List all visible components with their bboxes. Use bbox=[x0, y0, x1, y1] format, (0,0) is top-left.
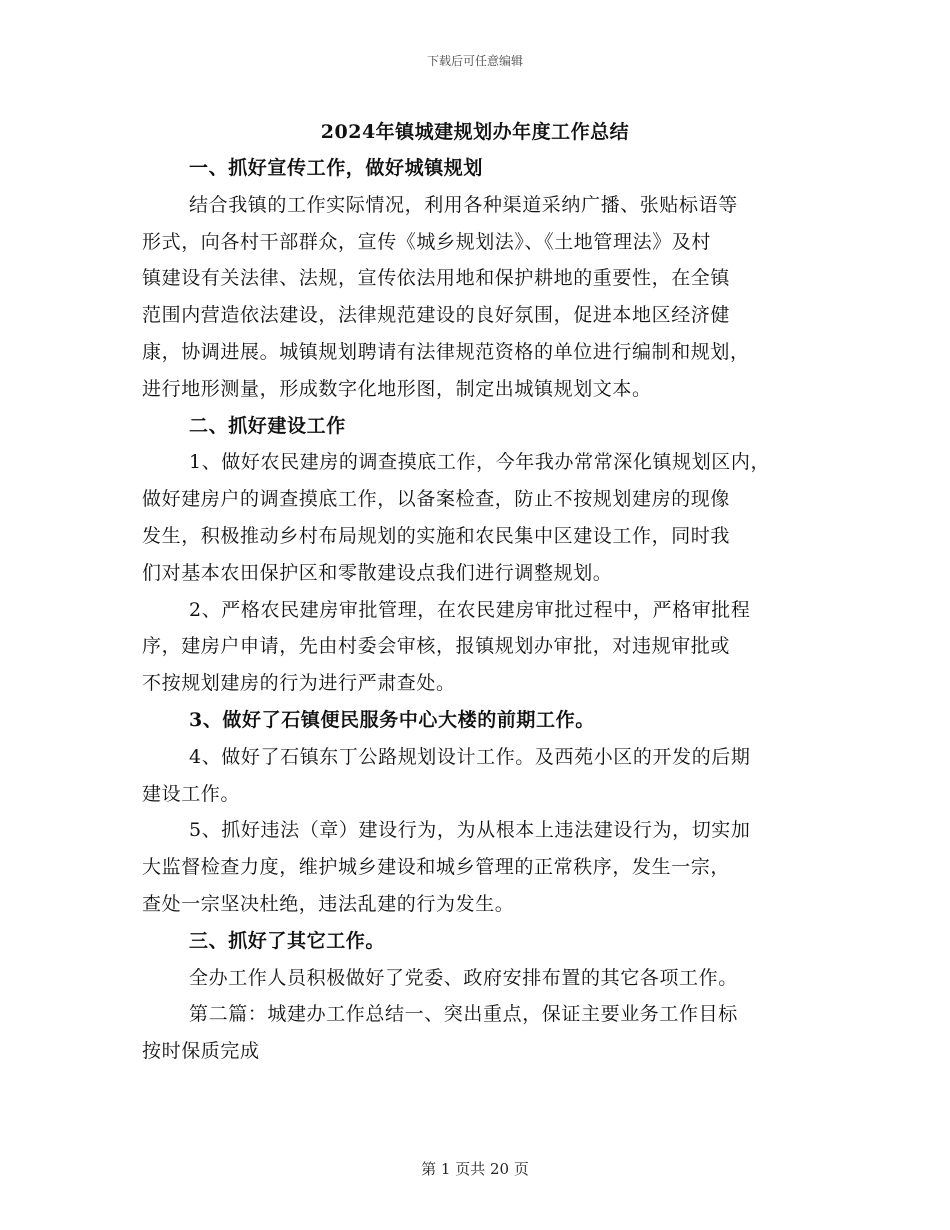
text-line: 不按规划建房的行为进行严肃查处。 bbox=[142, 672, 456, 695]
section-heading bbox=[142, 702, 822, 739]
body-paragraph bbox=[142, 187, 822, 408]
text-line: 4、做好了石镇东丁公路规划设计工作。及西苑小区的开发的后期 bbox=[189, 745, 751, 768]
body-paragraph bbox=[142, 739, 822, 813]
body-paragraph bbox=[142, 592, 822, 702]
text-line: 三、抓好了其它工作。 bbox=[189, 929, 386, 952]
body-paragraph bbox=[142, 444, 822, 591]
text-line: 范围内营造依法建设，法律规范建设的良好氛围，促进本地区经济健 bbox=[142, 304, 731, 327]
body-paragraph bbox=[142, 996, 822, 1070]
section-heading bbox=[142, 150, 822, 187]
body-paragraph bbox=[142, 960, 822, 997]
page-footer: 第 1 页共 20 页 bbox=[421, 1160, 529, 1178]
text-line: 查处一宗坚决杜绝，违法乱建的行为发生。 bbox=[142, 892, 515, 915]
text-line: 镇建设有关法律、法规，宣传依法用地和保护耕地的重要性，在全镇 bbox=[142, 267, 731, 290]
text-line: 一、抓好宣传工作，做好城镇规划 bbox=[189, 157, 484, 179]
section-heading bbox=[142, 408, 822, 445]
text-line: 第二篇：城建办工作总结一、突出重点，保证主要业务工作目标 bbox=[189, 1003, 738, 1026]
document-body bbox=[142, 150, 822, 1070]
text-line: 1、做好农民建房的调查摸底工作，今年我办常常深化镇规划区内， bbox=[189, 451, 771, 474]
text-line: 二、抓好建设工作 bbox=[189, 414, 346, 437]
page-header: 下载后可任意编辑 bbox=[426, 54, 523, 68]
text-line: 按时保质完成 bbox=[142, 1040, 260, 1063]
document-title: 2024年镇城建规划办年度工作总结 bbox=[320, 121, 630, 143]
section-heading bbox=[142, 923, 822, 960]
text-line: 结合我镇的工作实际情况，利用各种渠道采纳广播、张贴标语等 bbox=[189, 193, 738, 216]
text-line: 全办工作人员积极做好了党委、政府安排布置的其它各项工作。 bbox=[189, 966, 738, 989]
text-line: 发生，积极推动乡村布局规划的实施和农民集中区建设工作，同时我 bbox=[142, 524, 731, 547]
text-line: 序，建房户申请，先由村委会审核，报镇规划办审批，对违规审批或 bbox=[142, 635, 731, 658]
text-line: 形式，向各村干部群众，宣传《城乡规划法》、《土地管理法》及村 bbox=[142, 230, 712, 253]
text-line: 建设工作。 bbox=[142, 782, 241, 805]
text-line: 们对基本农田保护区和零散建设点我们进行调整规划。 bbox=[142, 561, 613, 584]
text-line: 进行地形测量，形成数字化地形图，制定出城镇规划文本。 bbox=[142, 377, 652, 400]
body-paragraph bbox=[142, 812, 822, 922]
text-line: 大监督检查力度，维护城乡建设和城乡管理的正常秩序，发生一宗， bbox=[142, 856, 731, 879]
text-line: 做好建房户的调查摸底工作，以备案检查，防止不按规划建房的现像 bbox=[142, 488, 731, 511]
text-line: 2、严格农民建房审批管理，在农民建房审批过程中，严格审批程 bbox=[189, 598, 751, 621]
text-line: 3、做好了石镇便民服务中心大楼的前期工作。 bbox=[189, 708, 595, 731]
text-line: 5、抓好违法（章）建设行为，为从根本上违法建设行为，切实加 bbox=[189, 819, 751, 842]
text-line: 康，协调进展。城镇规划聘请有法律规范资格的单位进行编制和规划， bbox=[142, 340, 750, 363]
